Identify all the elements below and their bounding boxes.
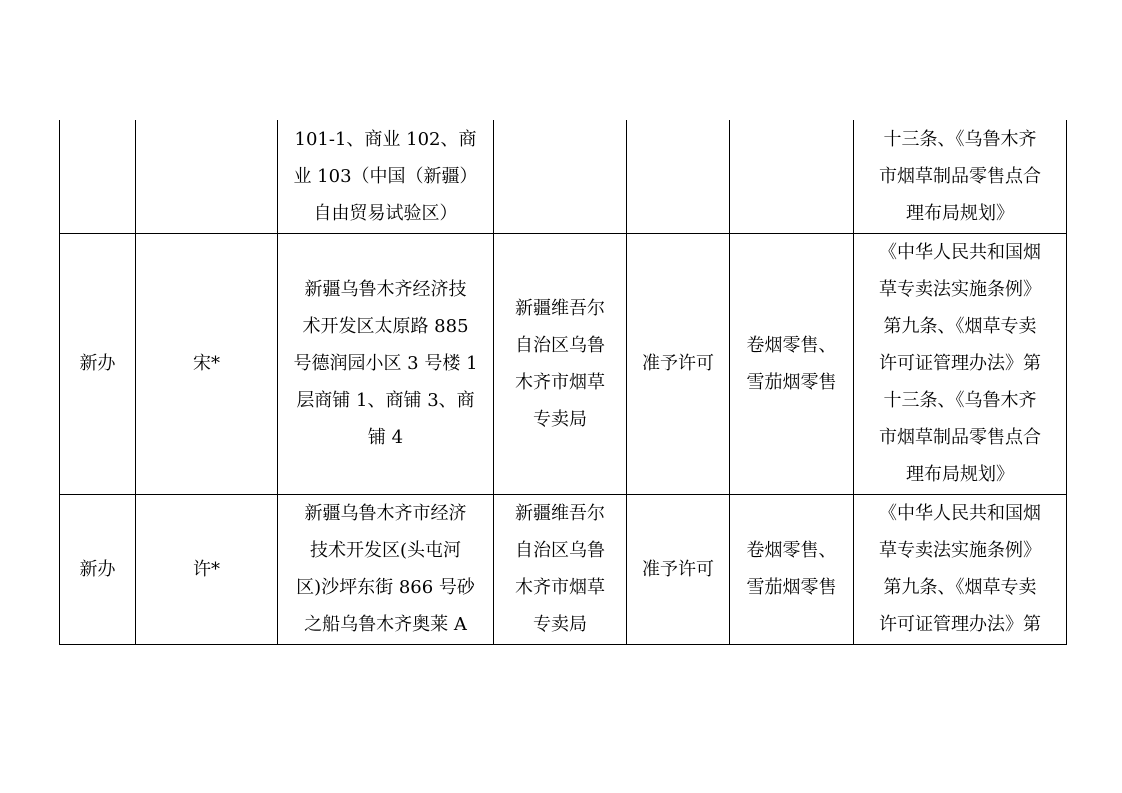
basis-line: 理布局规划》	[906, 202, 1014, 224]
cell-type	[60, 120, 136, 233]
cell-address	[278, 233, 494, 494]
address-line: 自由贸易试验区）	[313, 202, 458, 224]
license-table	[59, 120, 1067, 645]
authority-line: 木齐市烟草	[515, 577, 605, 598]
authority-line: 自治区乌鲁	[515, 334, 605, 356]
authority-line: 专卖局	[533, 408, 587, 430]
basis-line: 十三条、《乌鲁木齐	[883, 390, 1037, 411]
cell-basis	[854, 233, 1067, 494]
cell-type: 新办	[60, 233, 136, 494]
cell-address	[278, 120, 494, 233]
address-line: 101-1、商业 102、商	[294, 128, 477, 150]
address-line: 技术开发区(头屯河	[309, 540, 462, 561]
basis-line: 十三条、《乌鲁木齐	[883, 128, 1037, 150]
basis-line: 理布局规划》	[906, 464, 1014, 485]
cell-authority	[494, 120, 627, 233]
scope-line: 雪茄烟零售	[746, 577, 837, 598]
scope-line: 雪茄烟零售	[746, 371, 837, 393]
table-row	[60, 494, 1067, 644]
cell-basis	[854, 120, 1067, 233]
basis-line: 市烟草制品零售点合	[879, 165, 1041, 187]
basis-line: 草专卖法实施条例》	[879, 279, 1041, 300]
scope-line: 卷烟零售、	[746, 540, 837, 561]
basis-line: 第九条、《烟草专卖	[883, 316, 1037, 337]
scope-line: 卷烟零售、	[746, 334, 837, 356]
cell-name	[136, 120, 278, 233]
address-line: 铺 4	[367, 427, 404, 448]
basis-line: 许可证管理办法》第	[879, 353, 1041, 374]
cell-scope	[730, 120, 854, 233]
cell-name: 宋*	[136, 233, 278, 494]
address-line: 区)沙坪东街 866 号砂	[296, 577, 475, 598]
table-row	[60, 233, 1067, 494]
basis-line: 《中华人民共和国烟	[879, 242, 1041, 263]
cell-type: 新办	[60, 494, 136, 644]
address-line: 新疆乌鲁木齐经济技	[304, 279, 467, 300]
address-line: 层商铺 1、商铺 3、商	[296, 390, 475, 411]
address-line: 术开发区太原路 885	[302, 316, 469, 337]
cell-address	[278, 494, 494, 644]
cell-name: 许*	[136, 494, 278, 644]
basis-line: 《中华人民共和国烟	[879, 503, 1041, 524]
address-line: 新疆乌鲁木齐市经济	[304, 503, 467, 524]
address-line: 业 103（中国（新疆）	[293, 165, 478, 187]
cell-decision: 准予许可	[627, 494, 730, 644]
address-line: 之船乌鲁木齐奥莱 A	[304, 614, 467, 635]
cell-scope	[730, 494, 854, 644]
basis-line: 草专卖法实施条例》	[879, 540, 1041, 561]
cell-decision	[627, 120, 730, 233]
authority-line: 新疆维吾尔	[515, 297, 605, 319]
authority-line: 木齐市烟草	[515, 371, 605, 393]
basis-line: 市烟草制品零售点合	[879, 427, 1041, 448]
authority-line: 专卖局	[533, 614, 587, 635]
cell-authority	[494, 233, 627, 494]
cell-decision: 准予许可	[627, 233, 730, 494]
address-line: 号德润园小区 3 号楼 1	[293, 353, 478, 374]
cell-scope	[730, 233, 854, 494]
cell-basis	[854, 494, 1067, 644]
cell-authority	[494, 494, 627, 644]
basis-line: 第九条、《烟草专卖	[883, 577, 1037, 598]
authority-line: 自治区乌鲁	[515, 540, 605, 561]
basis-line: 许可证管理办法》第	[879, 614, 1041, 635]
table-row	[60, 120, 1067, 233]
table-body	[60, 120, 1067, 644]
authority-line: 新疆维吾尔	[515, 503, 605, 524]
